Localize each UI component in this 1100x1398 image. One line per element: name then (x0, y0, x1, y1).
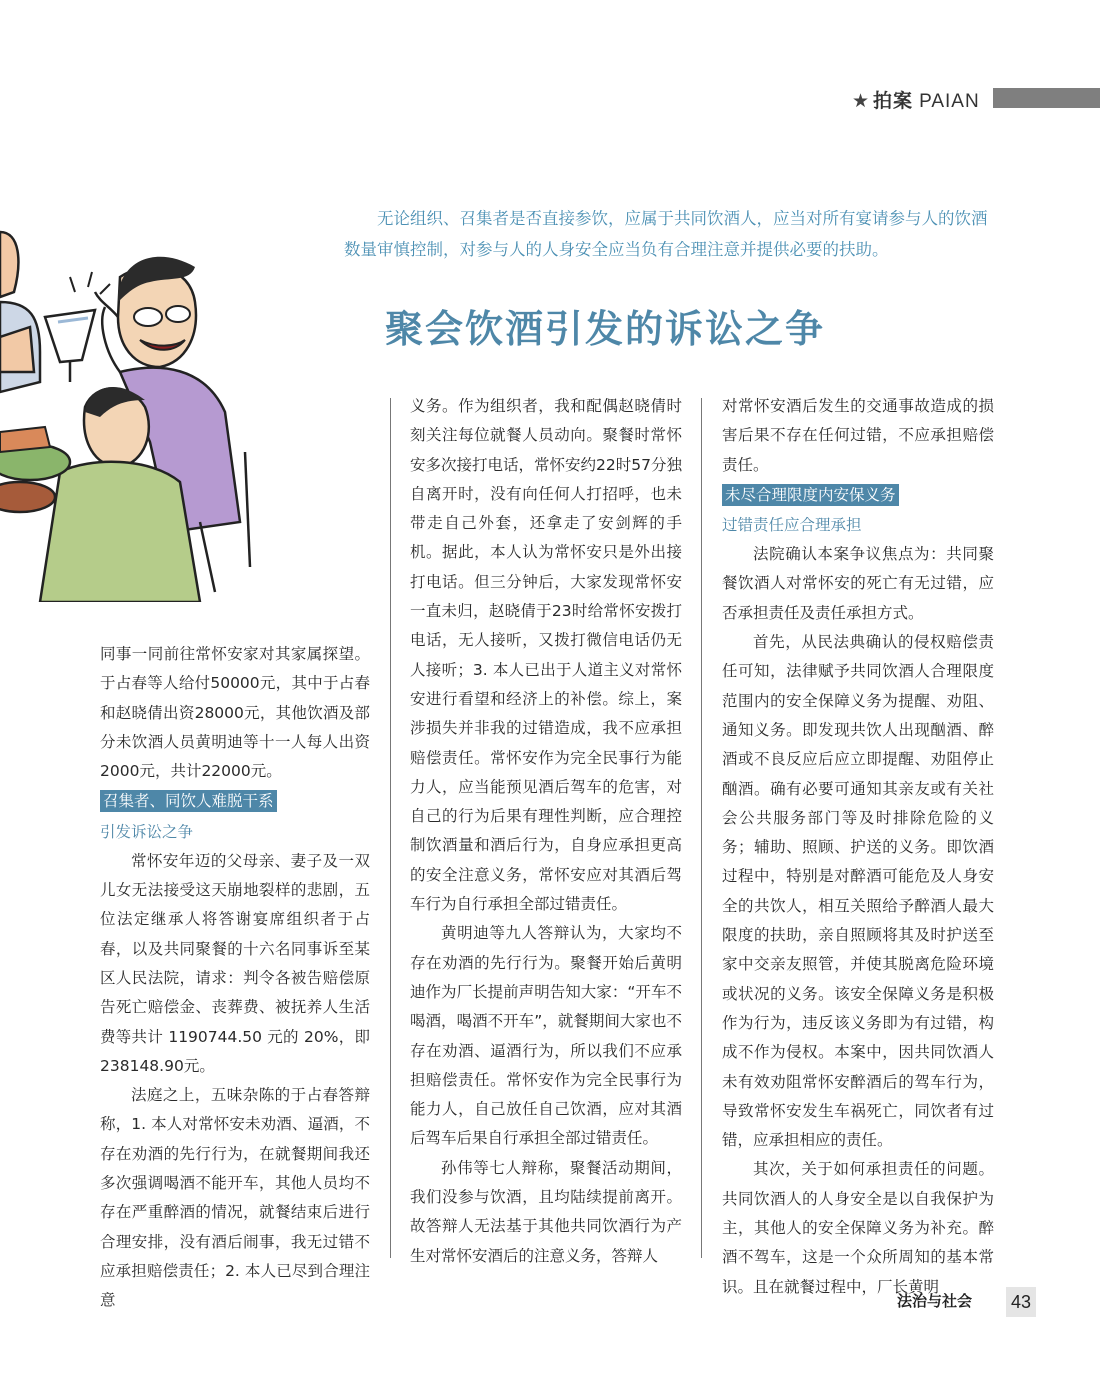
article-title: 聚会饮酒引发的诉讼之争 (385, 307, 826, 351)
article-column-2 (410, 392, 682, 1271)
article-column-1 (100, 640, 370, 1316)
section-tag (852, 86, 980, 113)
header-bar (993, 88, 1100, 108)
magazine-name: 法治与社会 (897, 1292, 973, 1310)
subheading (100, 786, 370, 816)
subheading-line2: 引发诉讼之争 (100, 822, 194, 841)
paragraph: 法庭之上，五味杂陈的于占春答辩称，1. 本人对常怀安未劝酒、逼酒，不存在劝酒的先行行为，在就餐期间我还多次强调喝酒不能开车，其他人员均不存在严重醉酒的情况，就餐结束后进行合理安排，没有酒后闹事，我无过错不应承担赔偿责任；2. 本人已尽到合理注意 (100, 1086, 370, 1310)
subheading (722, 480, 994, 510)
paragraph: 对常怀安酒后发生的交通事故造成的损害后果不存在任何过错，不应承担赔偿责任。 (722, 397, 994, 474)
paragraph: 黄明迪等九人答辩认为，大家均不存在劝酒的先行行为。聚餐开始后黄明迪作为厂长提前声明告知大家：“开车不喝酒，喝酒不开车”，就餐期间大家也不存在劝酒、逼酒行为，所以我们不应承担赔偿责任。常怀安作为完全民事行为能力人，自己放任自己饮酒，应对其酒后驾车后果自行承担全部过错责任。 (410, 924, 682, 1148)
column-divider (701, 398, 702, 1258)
column-divider (390, 398, 391, 1258)
article-lead: 无论组织、召集者是否直接参饮，应属于共同饮酒人，应当对所有宴请参与人的饮酒数量审慎控制，对参与人的人身安全应当负有合理注意并提供必要的扶助。 (344, 209, 988, 259)
paragraph: 其次，关于如何承担责任的问题。共同饮酒人的人身安全是以自我保护为主，其他人的安全保障义务为补充。醉酒不驾车，这是一个众所周知的基本常识。且在就餐过程中，厂长黄明 (722, 1160, 994, 1296)
subheading-line2: 过错责任应合理承担 (722, 516, 862, 535)
section-name-cn: 拍案 (873, 90, 914, 112)
paragraph: 常怀安年迈的父母亲、妻子及一双儿女无法接受这天崩地裂样的悲剧，五位法定继承人将答谢宴席组织者于占春，以及共同聚餐的十六名同事诉至某区人民法院，请求：判令各被告赔偿原告死亡赔偿金、丧葬费、被抚养人生活费等共计 1190744.50 元的 20%，即238148.90元。 (100, 851, 370, 1075)
paragraph: 首先，从民法典确认的侵权赔偿责任可知，法律赋予共同饮酒人合理限度范围内的安全保障义务为提醒、劝阻、通知义务。即发现共饮人出现酗酒、醉酒或不良反应后应立即提醒、劝阻停止酗酒。确有必要可通知其亲友或有关社会公共服务部门等及时排除危险的义务；辅助、照顾、护送的义务。即饮酒过程中，特别是对醉酒可能危及人身安全的共饮人，相互关照给予醉酒人最大限度的扶助，亲自照顾将其及时护送至家中交亲友照管，并使其脱离危险环境或状况的义务。该安全保障义务是积极作为行为，违反该义务即为有过错，构成不作为侵权。本案中，因共同饮酒人未有效劝阻常怀安醉酒后的驾车行为，导致常怀安发生车祸死亡，同饮者有过错，应承担相应的责任。 (722, 633, 994, 1150)
paragraph: 法院确认本案争议焦点为：共同聚餐饮酒人对常怀安的死亡有无过错，应否承担责任及责任承担方式。 (722, 545, 994, 622)
article-column-3 (722, 392, 994, 1302)
paragraph: 义务。作为组织者，我和配偶赵晓倩时刻关注每位就餐人员动向。聚餐时常怀安多次接打电话，常怀安约22时57分独自离开时，没有向任何人打招呼，也未带走自己外套，还拿走了安剑辉的手机。据此，本人认为常怀安只是外出接打电话。但三分钟后，大家发现常怀安一直未归，赵晓倩于23时给常怀安拨打电话，无人接听，又拨打微信电话仍无人接听；3. 本人已出于人道主义对常怀安进行看望和经济上的补偿。综上，案涉损失并非我的过错造成，我不应承担赔偿责任。常怀安作为完全民事行为能力人，应当能预见酒后驾车的危害，对自己的行为后果有理性判断，应合理控制饮酒量和酒后行为，自身应承担更高的安全注意义务，常怀安应对其酒后驾车行为自行承担全部过错责任。 (410, 397, 682, 914)
paragraph: 孙伟等七人辩称，聚餐活动期间，我们没参与饮酒，且均陆续提前离开。故答辩人无法基于其他共同饮酒行为产生对常怀安酒后的注意义务，答辩人 (410, 1158, 682, 1265)
subheading-highlight: 召集者、同饮人难脱干系 (100, 790, 277, 812)
page-number: 43 (1006, 1287, 1036, 1317)
section-name-en: PAIAN (919, 91, 980, 112)
star-icon: ★ (852, 90, 871, 112)
cartoon-party-toast-illustration (0, 222, 315, 602)
paragraph: 同事一同前往常怀安家对其家属探望。于占春等人给付50000元，其中于占春和赵晓倩出资28000元，其他饮酒及部分未饮酒人员黄明迪等十一人每人出资2000元，共计22000元。 (100, 645, 370, 781)
subheading-highlight: 未尽合理限度内安保义务 (722, 484, 899, 506)
